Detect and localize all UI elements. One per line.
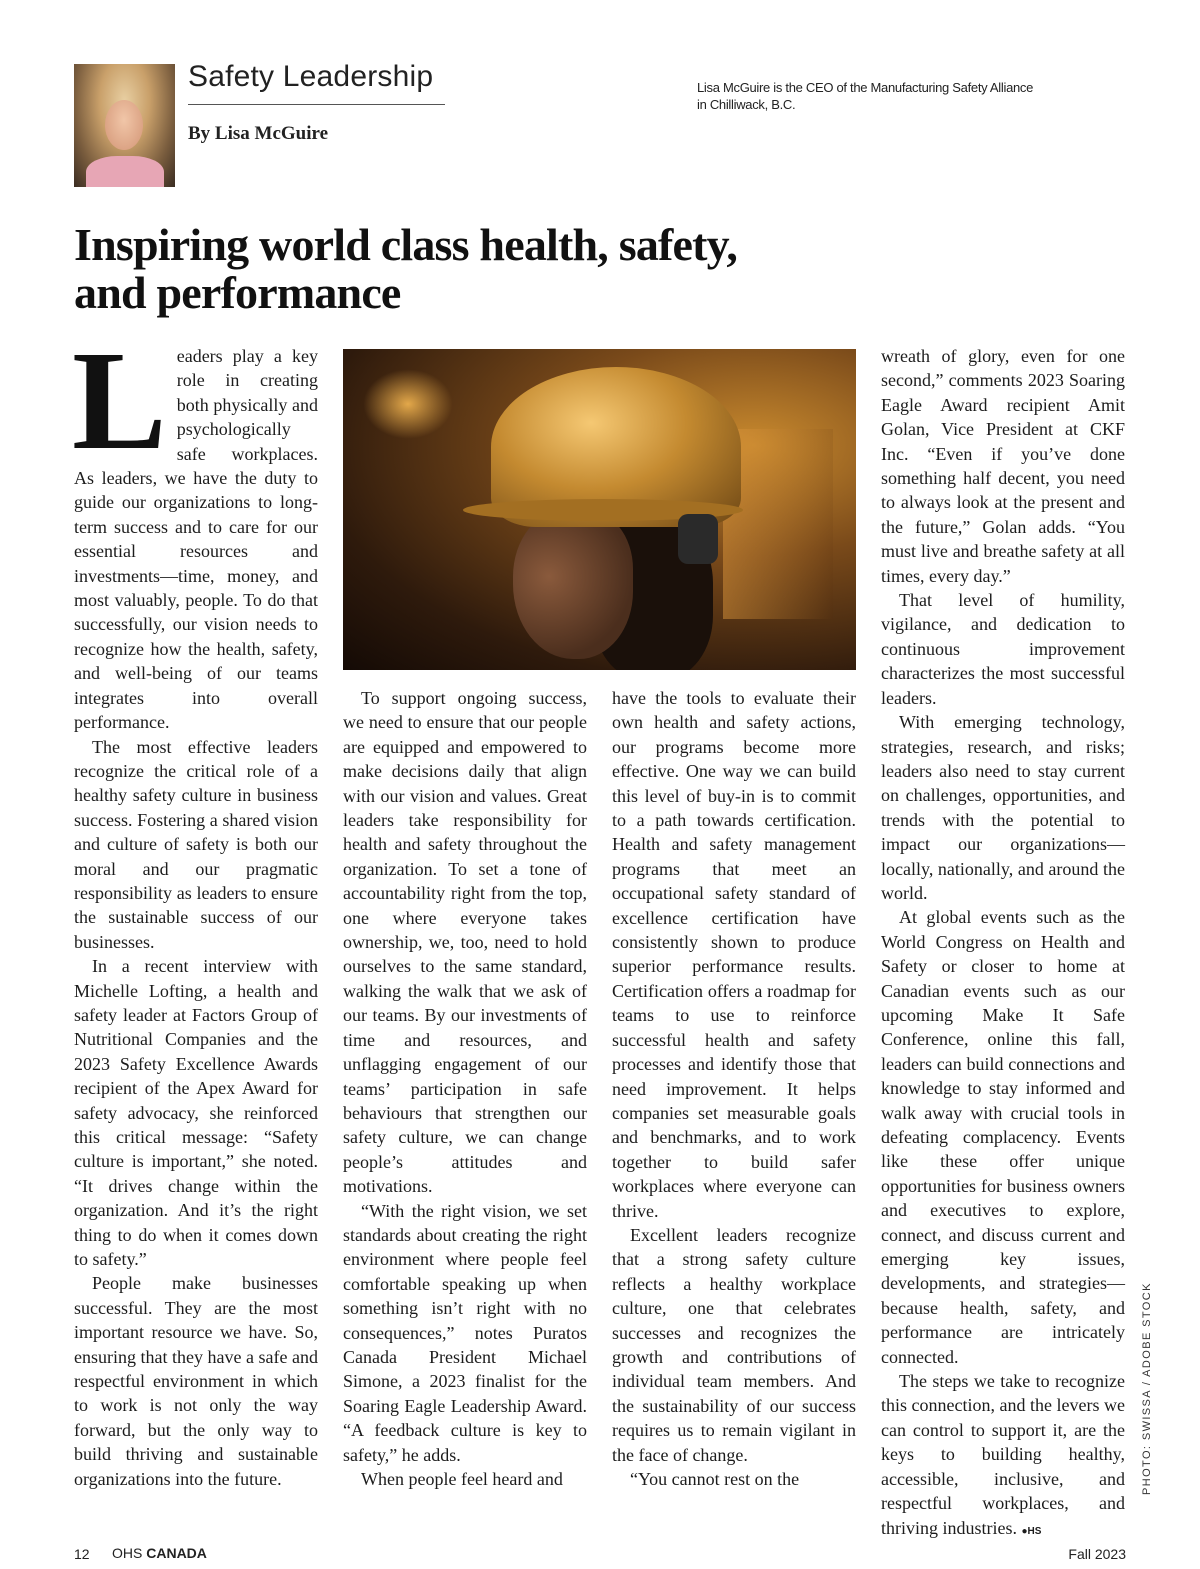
paragraph: have the tools to evaluate their own health and safety actions, our programs become more effective. One way we can build this level of buy-in is to commit to a path towards certification. Health and safety management programs that meet an occupational safety standard of excellence certification have consistently shown to produce superior performance results. Certification offers a roadmap for teams to use to reinforce successful health and safety processes and identify those that need improvement. It helps companies set measurable goals and benchmarks, and to work together to build safer workplaces where everyone can thrive. — [612, 688, 856, 1221]
author-face — [105, 100, 143, 150]
paragraph-closing — [881, 1369, 1125, 1544]
byline: By Lisa McGuire — [188, 123, 329, 144]
paragraph: Excellent leaders recognize that a strong safety culture reflects a healthy workplace culture, one that celebrates successes and recognizes the growth and contributions of individual team members. And the sustainability of our success requires us to remain vigilant in the face of change. — [612, 1224, 856, 1465]
author-note-line1: Lisa McGuire is the CEO of the Manufacturing Safety Alliance — [697, 80, 1034, 95]
paragraph: To support ongoing success, we need to ensure that our people are equipped and empowered to make decisions daily that align with our vision and values. Great leaders take responsibility for health and safety throughout the organization. To set a tone of accountability right from the top, one where everyone takes ownership, we, too, need to hold ourselves to the same standard, walking the walk that we ask of our teams. By our investments of time and resources, and unflagging engagement of our teams’ participation in safe behaviours that strengthen our safety culture, we can change people’s attitudes and motivations. — [343, 688, 587, 1197]
section-divider — [188, 104, 445, 105]
section-title: Safety Leadership — [188, 60, 434, 93]
brand-prefix: OHS — [112, 1545, 143, 1561]
article-column-2 — [343, 686, 587, 1491]
hardhat-strap — [678, 514, 718, 564]
lead-text: eaders play a key role in creating both physically and psychologically safe workplaces. As leaders, we have the duty to guide our organizations to long-term success and to care for our essential resources and investments—time, money, and most valuably, people. To do that successfully, our vision needs to recognize how the health, safety, and well-being of our teams integrates into overall performance. — [74, 346, 318, 733]
paragraph: People make businesses successful. They are the most important resource we have. So, ensuring that they have a safe and respectful environment in which to work is not only the way forward, but the only way to build thriving and sustainable organizations into the future. — [74, 1273, 318, 1489]
drop-cap: L — [72, 321, 167, 479]
paragraph: That level of humility, vigilance, and dedication to continuous improvement characterizes the most successful leaders. — [881, 590, 1125, 708]
page-number: 12 — [74, 1546, 90, 1562]
hero-photo-worker-hardhat — [343, 349, 856, 670]
author-note — [697, 79, 1097, 113]
photo-credit: PHOTO: SWISSA / ADOBE STOCK — [1141, 1282, 1153, 1495]
paragraph: At global events such as the World Congress on Health and Safety or closer to home at Canadian events such as our upcoming Make It Safe Conference, online this fall, leaders can build connections and knowledge to stay informed and walk away with crucial tools in defeating complacency. Events like these offer unique opportunities for business owners and executives to explore, connect, and discuss current and emerging key issues, developments, and strategies—because health, safety, and performance are intricately connected. — [881, 907, 1125, 1367]
issue-date: Fall 2023 — [1068, 1546, 1126, 1562]
photo-face — [513, 509, 633, 659]
paragraph: In a recent interview with Michelle Lofting, a health and safety leader at Factors Group of Nutritional Companies and the 2023 Safety Excellence Awards recipient of the Apex Award for safety advocacy, she reinforced this critical message: “Safety culture is important,” she noted. “It drives change within the organization. And it’s the right thing to do when it comes down to safety.” — [74, 956, 318, 1270]
paragraph: With emerging technology, strategies, research, and risks; leaders also need to stay current on challenges, opportunities, and trends with the potential to impact our organizations—locally, nationally, and around the world. — [881, 712, 1125, 903]
paragraph: “With the right vision, we set standards about creating the right environment where people feel comfortable speaking up when something isn’t right with no consequences,” notes Puratos Canada President Michael Simone, a 2023 finalist for the Soaring Eagle Leadership Award. “A feedback culture is key to safety,” he adds. — [343, 1200, 587, 1465]
headline-line2: and performance — [74, 267, 401, 318]
headline-line1: Inspiring world class health, safety, — [74, 219, 738, 270]
paragraph: When people feel heard and — [361, 1469, 563, 1489]
author-photo — [74, 64, 175, 187]
brand-name: CANADA — [146, 1545, 207, 1561]
photo-bokeh — [363, 369, 453, 439]
author-shoulders — [86, 156, 164, 187]
author-note-line2: in Chilliwack, B.C. — [697, 97, 796, 112]
end-mark-icon: ●HS — [1021, 1525, 1042, 1537]
magazine-brand — [112, 1545, 207, 1561]
paragraph: “You cannot rest on the — [630, 1469, 800, 1489]
paragraph-lead — [72, 321, 318, 735]
article-column-1 — [72, 321, 318, 1491]
closing-text: The steps we take to recognize this connection, and the levers we can control to support it, are the keys to building healthy, accessible, inclusive, and respectful workplaces, and thriving industries. — [881, 1371, 1125, 1538]
article-headline — [74, 221, 1134, 317]
paragraph: The most effective leaders recognize the critical role of a healthy safety culture in business success. Fostering a shared vision and culture of safety is both our moral and our pragmatic responsibility as leaders to ensure the sustainable success of our businesses. — [74, 736, 318, 952]
paragraph: wreath of glory, even for one second,” comments 2023 Soaring Eagle Award recipient Amit Golan, Vice President at CKF Inc. “Even if you’ve done something half decent, you need to always look at the present and the future,” Golan adds. “You must live and breathe safety at all times, every day.” — [881, 346, 1125, 586]
article-column-3 — [612, 686, 856, 1491]
article-column-4 — [881, 344, 1125, 1544]
